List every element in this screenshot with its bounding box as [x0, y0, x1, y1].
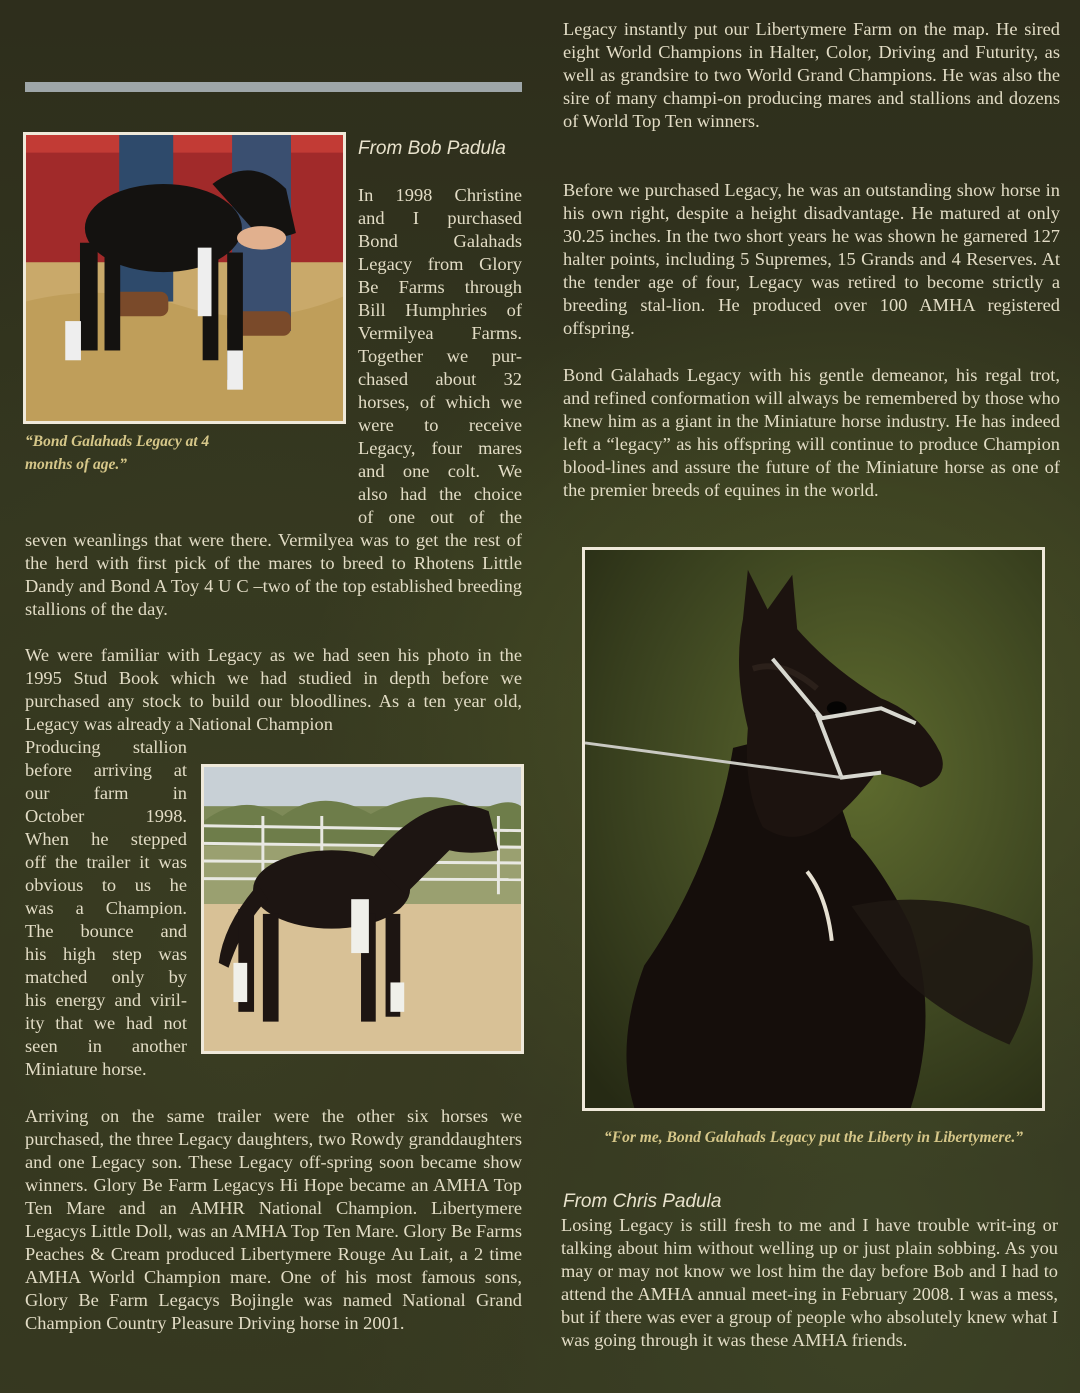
intro-line: Bond Galahads [358, 231, 522, 251]
paragraph-libertymere: Legacy instantly put our Libertymere Farm on the map. He sired eight World Champions in Halter, Color, Driving and Futurity, as well as grandsire to two World Grand Champions. He was also the sire of many champi-on producing mares and stallions and dozens of World Top Ten winners. [563, 19, 1060, 131]
photo-foal [23, 132, 346, 424]
arrival-line: before arriving at [25, 760, 187, 780]
photo1-caption: “Bond Galahads Legacy at 4 months of age.” [25, 433, 210, 473]
photo3-caption: “For me, Bond Galahads Legacy put the Liberty in Libertymere.” [604, 1129, 1023, 1146]
intro-line: Legacy, four mares [358, 438, 522, 458]
intro-line: and I purchased [358, 208, 522, 228]
arrival-line: October 1998. [25, 806, 187, 826]
section-heading-chris: From Chris Padula [563, 1191, 722, 1212]
intro-line: Be Farms through [358, 277, 522, 297]
arrival-line: seen in another [25, 1036, 187, 1056]
arrival-line: Miniature horse. [25, 1059, 147, 1079]
arrival-line: was a Champion. [25, 898, 187, 918]
paddock-image [204, 767, 521, 1051]
intro-line: In 1998 Christine [358, 185, 522, 205]
intro-line: Vermilyea Farms. [358, 323, 522, 343]
arrival-line: The bounce and [25, 921, 187, 941]
arrival-line: his high step was [25, 944, 187, 964]
intro-line: also had the choice [358, 484, 522, 504]
intro-line: of one out of the [358, 507, 522, 527]
arrival-line: When he stepped [25, 829, 187, 849]
arrival-line: his energy and viril- [25, 990, 187, 1010]
arrival-line: ity that we had not [25, 1013, 187, 1033]
portrait-image [585, 550, 1042, 1108]
photo-portrait [582, 547, 1045, 1111]
intro-line: horses, of which we [358, 392, 522, 412]
arrival-line: off the trailer it was [25, 852, 187, 872]
paragraph-show-record: Before we purchased Legacy, he was an outstanding show horse in his own right, despite a height disadvantage. He matured at only 30.25 inches. In the two short years he was shown he garnered 127 halter points, including 5 Supremes, 15 Grands and 4 Reserves. At the tender age of four, Legacy was retired to become strictly a breeding stal-lion. He produced over 100 AMHA registered offspring. [563, 180, 1060, 338]
intro-line: Bill Humphries of [358, 300, 522, 320]
header-rule [25, 82, 522, 92]
intro-line: Legacy from Glory [358, 254, 522, 274]
paragraph-stud-book: We were familiar with Legacy as we had seen his photo in the 1995 Stud Book which we had studied in depth before we purchased any stock to build our bloodlines. As a ten year old, Legacy was already a National Champion [25, 645, 522, 734]
arrival-line: matched only by [25, 967, 187, 987]
intro-line: chased about 32 [358, 369, 522, 389]
intro-continued: seven weanlings that were there. Vermilyea was to get the rest of the herd with first pick of the mares to breed to Rhotens Little Dandy and Bond A Toy 4 U C –two of the top established breeding stallions of the day. [25, 530, 522, 619]
paragraph-arrival [25, 736, 187, 1081]
section-heading-bob: From Bob Padula [358, 138, 506, 159]
arrival-line: our farm in [25, 783, 187, 803]
paragraph-trailer: Arriving on the same trailer were the other six horses we purchased, the three Legacy daughters, two Rowdy granddaughters and one Legacy son. These Legacy off-spring soon became show winners. Glory Be Farm Legacys Hi Hope became an AMHA Top Ten Mare and an AMHR National Champion. Libertymere Legacys Little Doll, was an AMHA Top Ten Mare. Glory Be Farms Peaches & Cream produced Libertymere Rouge Au Lait, a 2 time AMHA World Champion mare. One of his most famous sons, Glory Be Farm Legacys Bojingle was named National Grand Champion Country Pleasure Driving horse in 2001. [25, 1106, 522, 1333]
arrival-line: obvious to us he [25, 875, 187, 895]
intro-paragraph [358, 184, 522, 529]
intro-line: and one colt. We [358, 461, 522, 481]
arrival-line: Producing stallion [25, 737, 187, 757]
paragraph-demeanor: Bond Galahads Legacy with his gentle demeanor, his regal trot, and refined conformation will always be remembered by those who knew him as a giant in the Miniature horse industry. He has indeed left a “legacy” as his offspring will continue to produce Champion blood-lines and assure the future of the Miniature horse as one of the premier breeds of equines in the world. [563, 365, 1060, 500]
photo-paddock [201, 764, 524, 1054]
paragraph-losing-legacy: Losing Legacy is still fresh to me and I have trouble writ-ing or talking about him without welling up or just plain sobbing. As you may or may not know we lost him the day before Bob and I had to attend the AMHA annual meet-ing in February 2008. I was a mess, but if there was ever a group of people who absolutely knew what I was going through it was these AMHA friends. [561, 1215, 1058, 1350]
intro-line: were to receive [358, 415, 522, 435]
intro-line: Together we pur- [358, 346, 522, 366]
foal-image [26, 135, 343, 421]
